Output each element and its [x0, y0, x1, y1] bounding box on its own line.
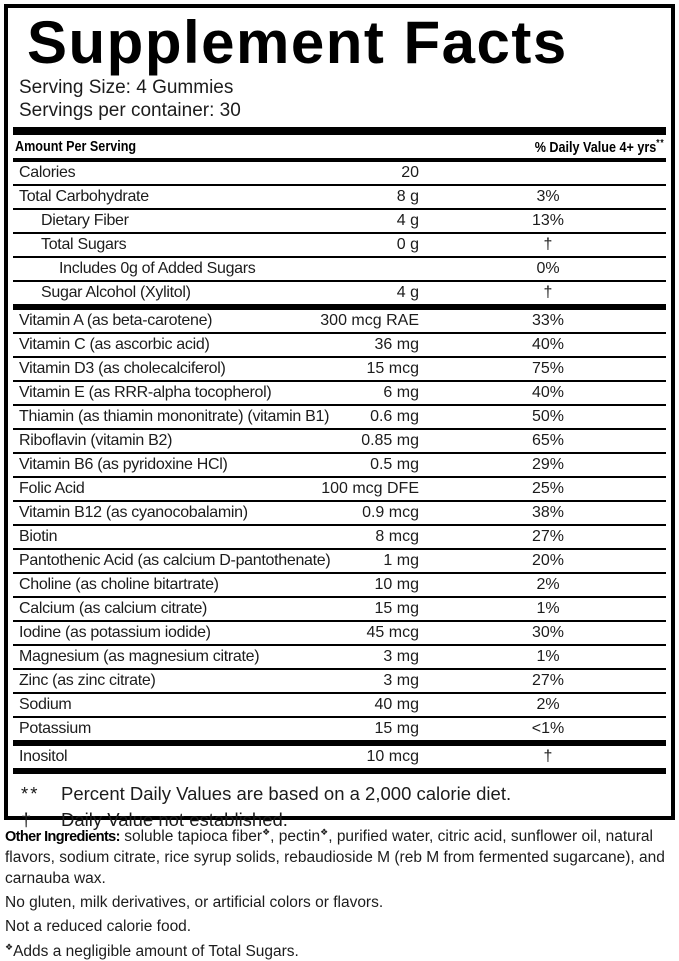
- nutrient-name: Potassium: [19, 720, 91, 738]
- serving-size: Serving Size: 4 Gummies: [19, 77, 234, 99]
- nutrient-daily-value: 38%: [531, 504, 565, 522]
- table-row: [13, 670, 666, 692]
- nutrient-daily-value: 0%: [536, 260, 560, 278]
- nutrient-daily-value: 65%: [531, 432, 565, 450]
- nutrient-amount: 8 mcg: [375, 528, 419, 546]
- nutrient-name: Vitamin B6 (as pyridoxine HCl): [19, 456, 228, 474]
- nutrient-daily-value: 29%: [531, 456, 565, 474]
- other-ingredients-label: Other Ingredients:: [5, 829, 120, 846]
- thick-divider: [13, 127, 666, 135]
- table-row: [13, 382, 666, 404]
- nutrient-name: Thiamin (as thiamin mononitrate) (vitamin B1): [19, 408, 330, 426]
- nutrient-daily-value: 25%: [531, 480, 565, 498]
- table-row: [13, 574, 666, 596]
- nutrient-daily-value: 2%: [536, 576, 560, 594]
- nutrient-daily-value: 13%: [531, 212, 565, 230]
- footnote-symbol: †: [21, 808, 34, 830]
- table-header: [13, 135, 666, 158]
- table-row: [13, 186, 666, 208]
- nutrient-name: Dietary Fiber: [41, 212, 129, 230]
- nutrient-daily-value: 30%: [531, 624, 565, 642]
- panel-title: Supplement Facts: [27, 9, 568, 76]
- nutrient-name: Biotin: [19, 528, 58, 546]
- nutrient-daily-value: 1%: [536, 648, 560, 666]
- footnote-daily-values: [13, 781, 666, 807]
- servings-per-container: Servings per container: 30: [19, 99, 241, 121]
- nutrient-daily-value: 75%: [531, 360, 565, 378]
- nutrient-name: Inositol: [19, 748, 68, 766]
- nutrient-amount: 8 g: [396, 188, 419, 206]
- table-row: [13, 234, 666, 256]
- nutrient-amount: 1 mg: [383, 552, 419, 570]
- other-ingredients: [5, 826, 675, 889]
- nutrient-name: Choline (as choline bitartrate): [19, 576, 219, 594]
- table-row: [13, 454, 666, 476]
- nutrient-amount: 15 mg: [374, 720, 419, 738]
- nutrient-amount: 45 mcg: [366, 624, 419, 642]
- nutrient-name: Pantothenic Acid (as calcium D-pantothenate): [19, 552, 331, 570]
- nutrient-name: Sugar Alcohol (Xylitol): [41, 284, 191, 302]
- nutrient-daily-value: 27%: [531, 672, 565, 690]
- table-row: [13, 550, 666, 572]
- table-row: [13, 646, 666, 668]
- nutrient-daily-value: 1%: [536, 600, 560, 618]
- nutrient-name: Total Carbohydrate: [19, 188, 149, 206]
- nutrient-amount: 4 g: [396, 212, 419, 230]
- footnote-text: Percent Daily Values are based on a 2,000 calorie diet.: [61, 783, 512, 805]
- nutrient-name: Vitamin C (as ascorbic acid): [19, 336, 210, 354]
- nutrient-name: Vitamin E (as RRR-alpha tocopherol): [19, 384, 272, 402]
- nutrient-name: Zinc (as zinc citrate): [19, 672, 156, 690]
- nutrient-name: Includes 0g of Added Sugars: [59, 260, 256, 278]
- table-row: [13, 334, 666, 356]
- table-row: [13, 310, 666, 332]
- nutrient-daily-value: 3%: [536, 188, 560, 206]
- nutrient-name: Calories: [19, 164, 76, 182]
- nutrient-name: Calcium (as calcium citrate): [19, 600, 208, 618]
- nutrient-daily-value: <1%: [531, 720, 565, 738]
- table-row: [13, 406, 666, 428]
- nutrient-daily-value: 40%: [531, 384, 565, 402]
- facts-rows: [13, 162, 666, 768]
- nutrient-name: Vitamin B12 (as cyanocobalamin): [19, 504, 248, 522]
- table-row: [13, 746, 666, 768]
- nutrient-daily-value: 33%: [531, 312, 565, 330]
- nutrient-amount: 36 mg: [374, 336, 419, 354]
- nutrient-name: Vitamin A (as beta-carotene): [19, 312, 213, 330]
- table-row: [13, 622, 666, 644]
- nutrient-amount: 10 mg: [374, 576, 419, 594]
- sugars-note: ❖Adds a negligible amount of Total Sugars.: [5, 941, 299, 960]
- nutrient-amount: 6 mg: [383, 384, 419, 402]
- nutrient-amount: 40 mg: [374, 696, 419, 714]
- nutrient-amount: 0.85 mg: [361, 432, 419, 450]
- nutrient-amount: 100 mcg DFE: [321, 480, 419, 498]
- nutrient-amount: 10 mcg: [366, 748, 419, 766]
- footnote-symbol: **: [21, 783, 40, 805]
- nutrient-amount: 15 mcg: [366, 360, 419, 378]
- table-row: [13, 358, 666, 380]
- nutrient-amount: 4 g: [396, 284, 419, 302]
- allergen-note: No gluten, milk derivatives, or artificial colors or flavors.: [5, 894, 384, 912]
- nutrient-daily-value: †: [543, 236, 553, 254]
- nutrient-amount: 3 mg: [383, 648, 419, 666]
- table-row: [13, 502, 666, 524]
- other-ingredients-text: soluble tapioca fiber❖, pectin❖, purified water, citric acid, sunflower oil, natural flavors, sodium citrate, rice syrup solids, rebaudioside M (reb M from fermented sugarcane), and carnauba wax.: [5, 827, 665, 887]
- nutrient-daily-value: †: [543, 284, 553, 302]
- nutrient-amount: 15 mg: [374, 600, 419, 618]
- table-row: [13, 430, 666, 452]
- table-row: [13, 478, 666, 500]
- nutrient-name: Folic Acid: [19, 480, 85, 498]
- daily-value-header: % Daily Value 4+ yrs**: [534, 137, 664, 156]
- nutrient-amount: 0 g: [396, 236, 419, 254]
- nutrient-daily-value: 50%: [531, 408, 565, 426]
- nutrient-daily-value: 40%: [531, 336, 565, 354]
- nutrient-amount: 300 mcg RAE: [320, 312, 419, 330]
- nutrient-name: Vitamin D3 (as cholecalciferol): [19, 360, 226, 378]
- daily-value-footnote-marker: **: [655, 137, 664, 149]
- table-row: [13, 210, 666, 232]
- supplement-facts-panel: [4, 4, 675, 830]
- nutrient-daily-value: 27%: [531, 528, 565, 546]
- nutrient-name: Total Sugars: [41, 236, 127, 254]
- nutrient-daily-value: 20%: [531, 552, 565, 570]
- nutrient-amount: 0.5 mg: [370, 456, 419, 474]
- calorie-note: Not a reduced calorie food.: [5, 918, 192, 936]
- amount-per-serving-header: Amount Per Serving: [15, 138, 137, 156]
- table-row: [13, 694, 666, 716]
- nutrient-amount: 20: [401, 164, 419, 182]
- table-row: [13, 526, 666, 548]
- below-panel-info: [5, 826, 675, 961]
- nutrient-amount: 0.9 mcg: [362, 504, 419, 522]
- nutrient-name: Magnesium (as magnesium citrate): [19, 648, 260, 666]
- table-row: [13, 258, 666, 280]
- nutrient-daily-value: †: [543, 748, 553, 766]
- table-row: [13, 162, 666, 184]
- nutrient-name: Iodine (as potassium iodide): [19, 624, 211, 642]
- table-row: [13, 282, 666, 304]
- footnote-text: Daily Value not established.: [61, 808, 288, 830]
- nutrient-name: Sodium: [19, 696, 72, 714]
- nutrient-daily-value: 2%: [536, 696, 560, 714]
- nutrient-amount: 0.6 mg: [370, 408, 419, 426]
- table-row: [13, 718, 666, 740]
- nutrient-amount: 3 mg: [383, 672, 419, 690]
- table-row: [13, 598, 666, 620]
- nutrient-name: Riboflavin (vitamin B2): [19, 432, 173, 450]
